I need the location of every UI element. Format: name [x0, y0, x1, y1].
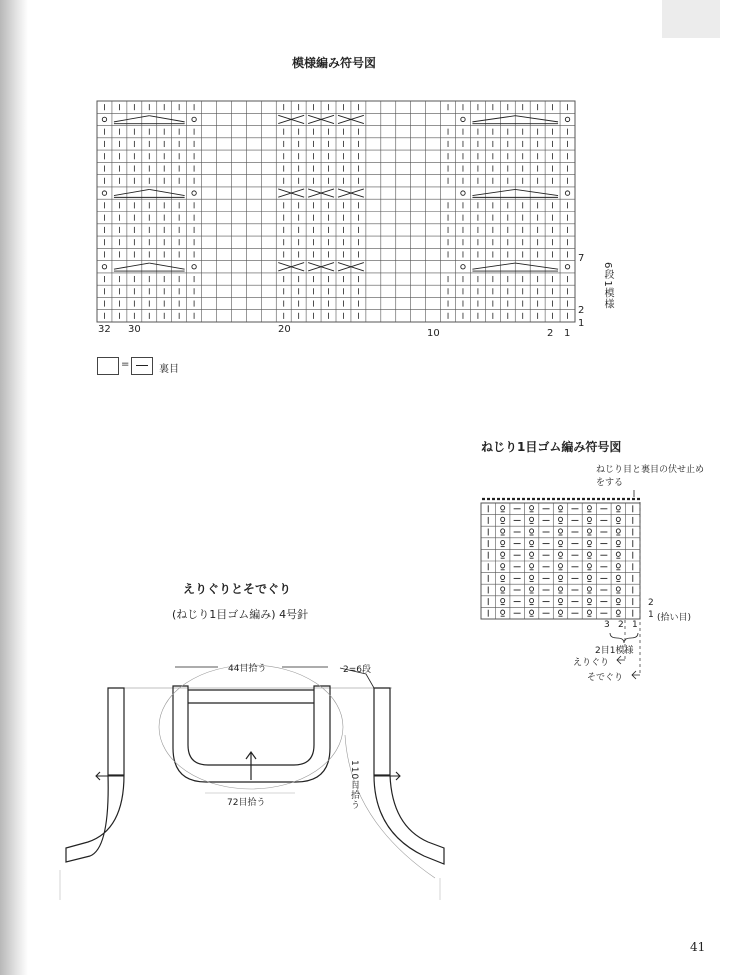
rib-repeat-label: 2目1模様: [595, 646, 634, 656]
row-number-1: 1: [578, 318, 585, 329]
row-number-2: 2: [578, 305, 585, 316]
row-number-7: 7: [578, 253, 585, 264]
col-number-10: 10: [427, 328, 440, 339]
page-number: 41: [690, 940, 706, 954]
neck-diagram-subtitle: (ねじり1目ゴム編み) 4号針: [172, 608, 309, 621]
pattern-repeat-label: 6段1模様: [602, 262, 613, 310]
col-number-32: 32: [98, 324, 111, 335]
rib-row-number-2: 2: [648, 598, 654, 608]
rib-row-number-1: 1: [648, 610, 654, 620]
bindoff-note: ねじり目と裏目の伏せ止めをする: [596, 465, 705, 488]
col-number-2: 2: [547, 328, 554, 339]
armband-label: そでぐり: [587, 673, 624, 683]
pickup-label: (拾い目): [657, 613, 692, 623]
arm-pickup-label: 110目拾う: [349, 760, 359, 811]
legend-purl-label: 裏目: [159, 364, 179, 375]
col-number-30: 30: [128, 324, 141, 335]
bottom-pickup-label: 72目拾う: [227, 798, 266, 808]
neckband-label: えりぐり: [573, 658, 610, 668]
col-number-20: 20: [278, 324, 291, 335]
col-number-1: 1: [564, 328, 571, 339]
rib-col-number-3: 3: [604, 620, 610, 630]
rows-label: 2=6段: [343, 665, 371, 675]
rib-col-number-1: 1: [632, 620, 638, 630]
pattern-chart-title: 模様編み符号図: [292, 56, 377, 70]
rib-chart-title: ねじり1目ゴム編み符号図: [481, 440, 622, 454]
rib-col-number-2: 2: [618, 620, 624, 630]
neck-diagram-title: えりぐりとそでぐり: [183, 582, 292, 596]
top-pickup-label: 44目拾う: [228, 664, 267, 674]
legend-equals: =: [121, 359, 130, 370]
